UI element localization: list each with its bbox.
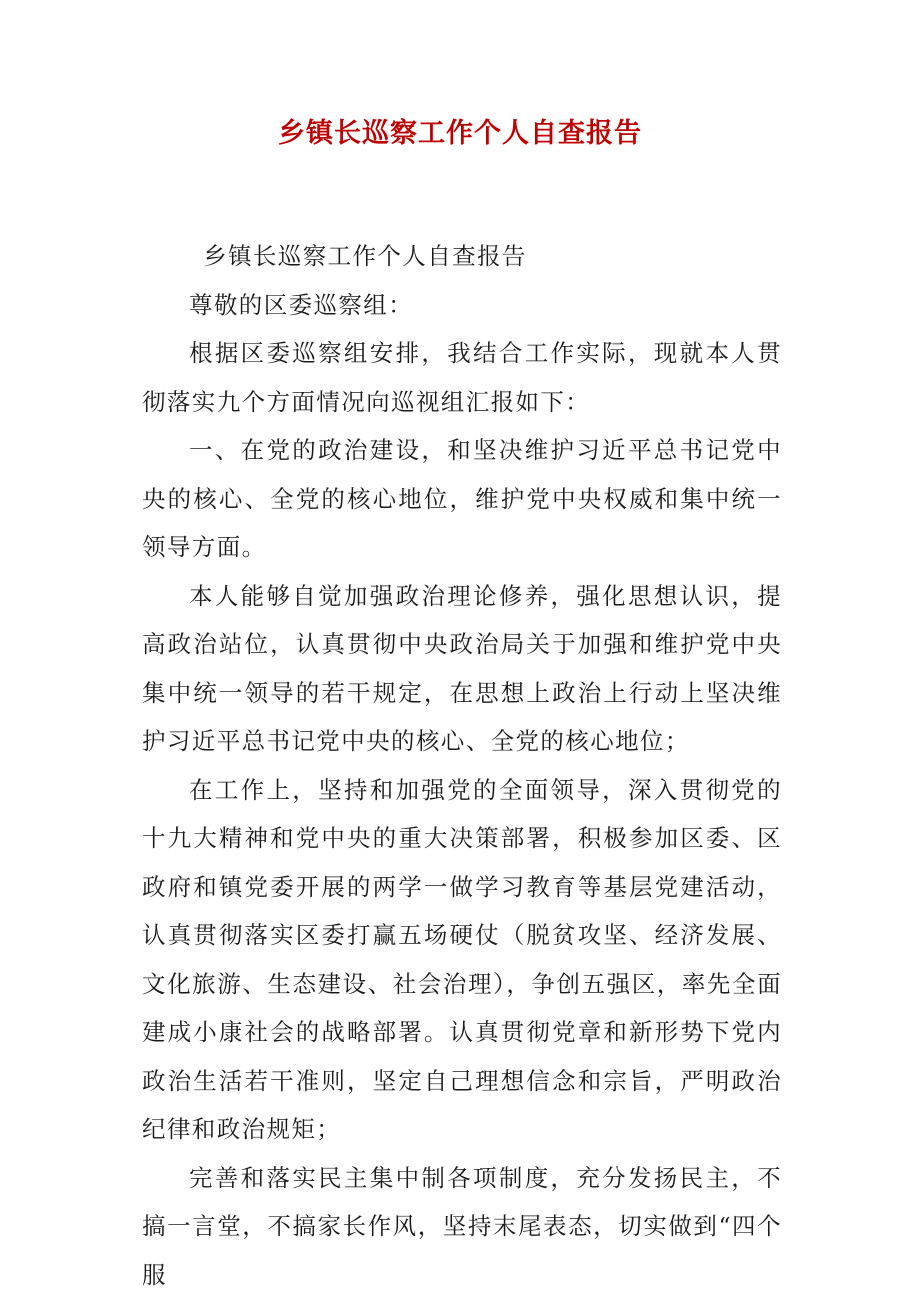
paragraph-democratic-centralism: 完善和落实民主集中制各项制度，充分发扬民主，不搞一言堂，不搞家长作风，坚持末尾表态，切实做到“四个服	[142, 1163, 782, 1289]
paragraph-work-leadership: 在工作上，坚持和加强党的全面领导，深入贯彻党的十九大精神和党中央的重大决策部署，积极参加区委、区政府和镇党委开展的两学一做学习教育等基层党建活动，认真贯彻落实区委打赢五场硬仗（脱贫攻坚、经济发展、文化旅游、生态建设、社会治理），争创五强区，率先全面建成小康社会的战略部署。认真贯彻党章和新形势下党内政治生活若干准则，坚定自己理想信念和宗旨，严明政治纪律和政治规矩；	[142, 775, 782, 1143]
paragraph-section-heading: 一、在党的政治建设，和坚决维护习近平总书记党中央的核心、全党的核心地位，维护党中央权威和集中统一领导方面。	[142, 436, 782, 561]
paragraph-political-theory: 本人能够自觉加强政治理论修养，强化思想认识，提高政治站位，认真贯彻中央政治局关于加强和维护党中央集中统一领导的若干规定，在思想上政治上行动上坚决维护习近平总书记党中央的核心、全党的核心地位；	[142, 581, 782, 755]
salutation: 尊敬的区委巡察组：	[189, 290, 414, 319]
paragraph-intro: 根据区委巡察组安排，我结合工作实际，现就本人贯彻落实九个方面情况向巡视组汇报如下：	[142, 339, 782, 416]
body-subtitle: 乡镇长巡察工作个人自查报告	[203, 242, 527, 270]
document-body	[142, 232, 782, 1299]
document-title: 乡镇长巡察工作个人自查报告	[278, 118, 642, 149]
